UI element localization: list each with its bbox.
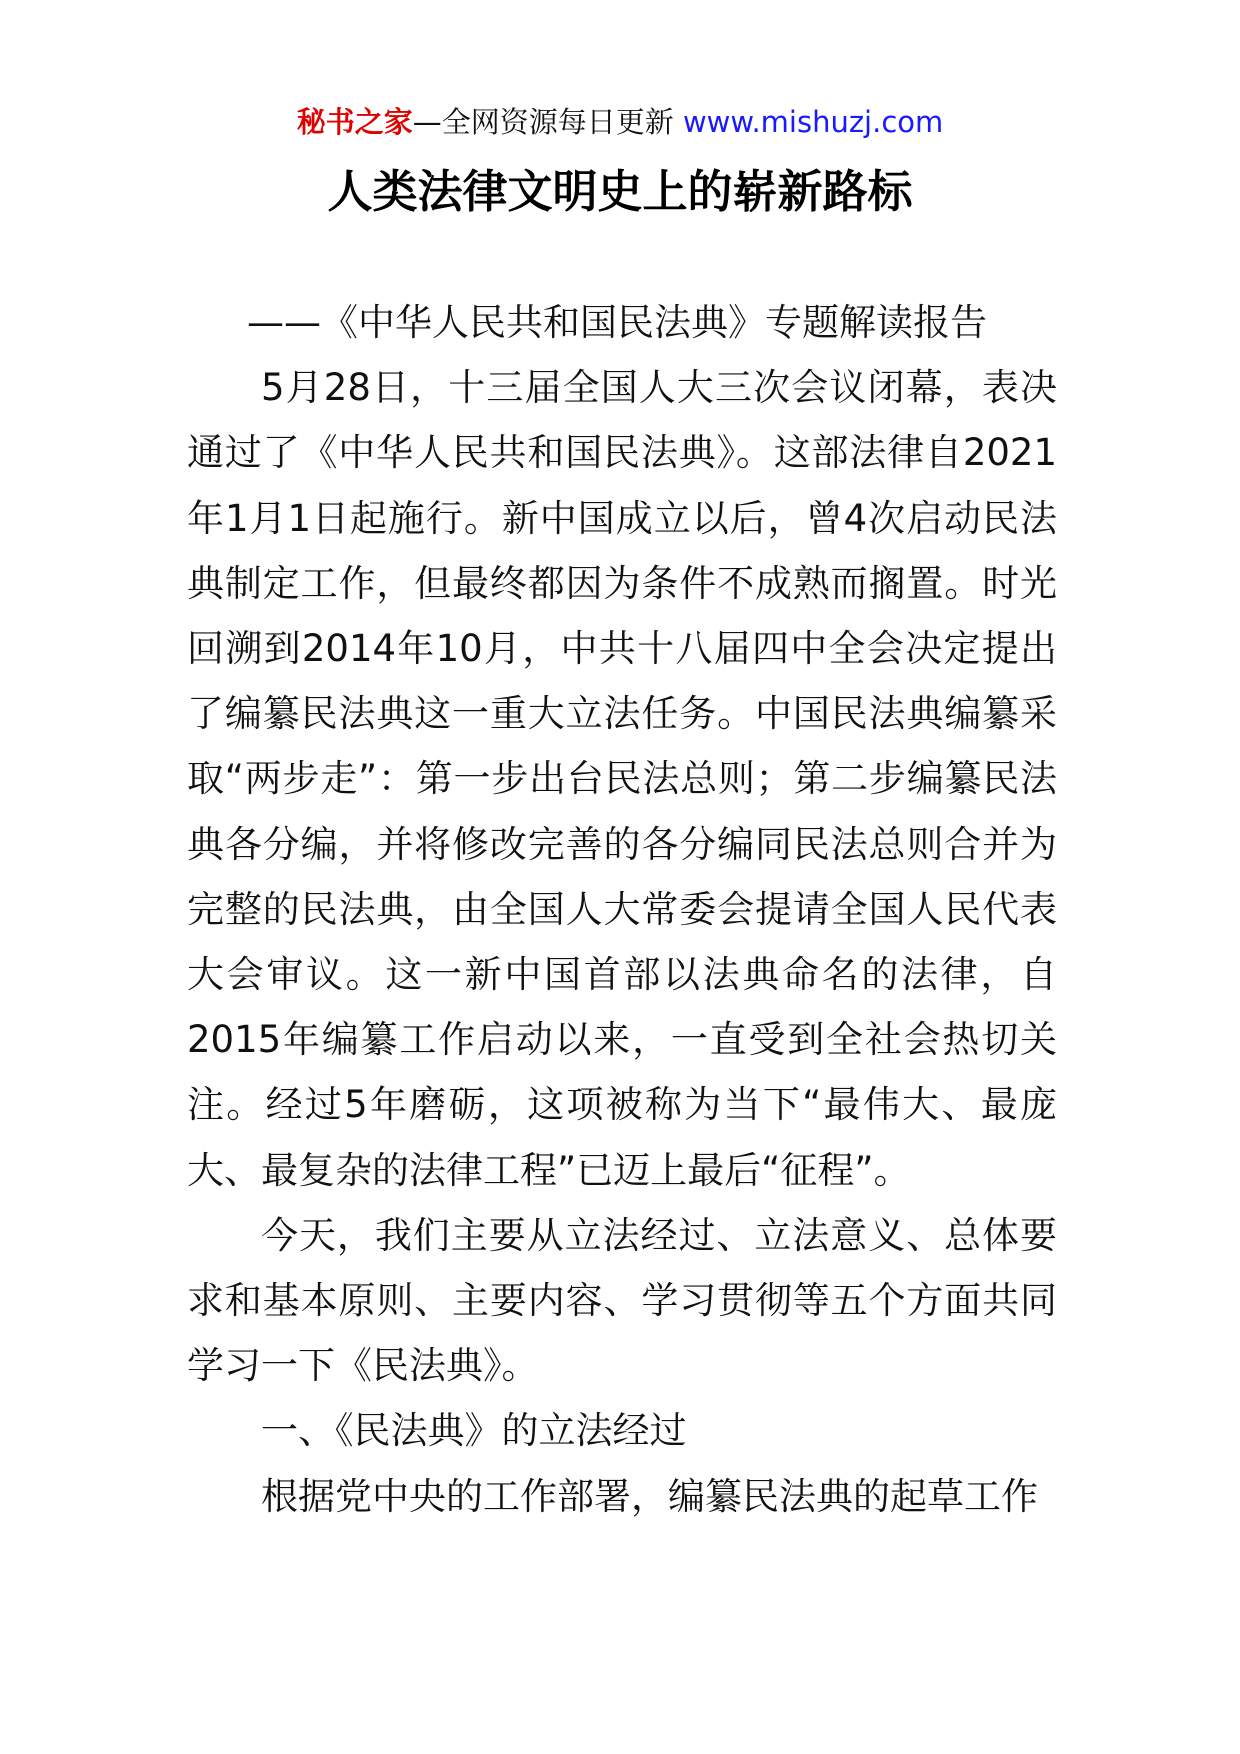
document-body [187, 290, 1057, 1529]
paragraph-overview: 今天，我们主要从立法经过、立法意义、总体要求和基本原则、主要内容、学习贯彻等五个方面共同学习一下《民法典》。 [187, 1213, 1057, 1388]
site-header [0, 102, 1240, 142]
paragraph-section-start: 根据党中央的工作部署，编纂民法典的起草工作 [261, 1474, 1038, 1518]
paragraph-intro: 5月28日，十三届全国人大三次会议闭幕，表决通过了《中华人民共和国民法典》。这部法律自2021年1月1日起施行。新中国成立以后，曾4次启动民法典制定工作，但最终都因为条件不成熟而搁置。时光回溯到2014年10月，中共十八届四中全会决定提出了编纂民法典这一重大立法任务。中国民法典编纂采取“两步走”：第一步出台民法总则；第二步编纂民法典各分编，并将修改完善的各分编同民法总则合并为完整的民法典，由全国人大常委会提请全国人民代表大会审议。这一新中国首部以法典命名的法律，自2015年编纂工作启动以来，一直受到全社会热切关注。经过5年磨砺，这项被称为当下“最伟大、最庞大、最复杂的法律工程”已迈上最后“征程”。 [187, 366, 1057, 1192]
document-title: 人类法律文明史上的崭新路标 [327, 165, 913, 218]
section-heading: 一、《民法典》的立法经过 [261, 1409, 687, 1453]
site-tagline: —全网资源每日更新 [412, 105, 674, 139]
site-url-link[interactable]: www.mishuzj.com [682, 105, 944, 139]
site-brand: 秘书之家 [296, 105, 413, 139]
document-subtitle: ——《中华人民共和国民法典》专题解读报告 [247, 301, 987, 344]
